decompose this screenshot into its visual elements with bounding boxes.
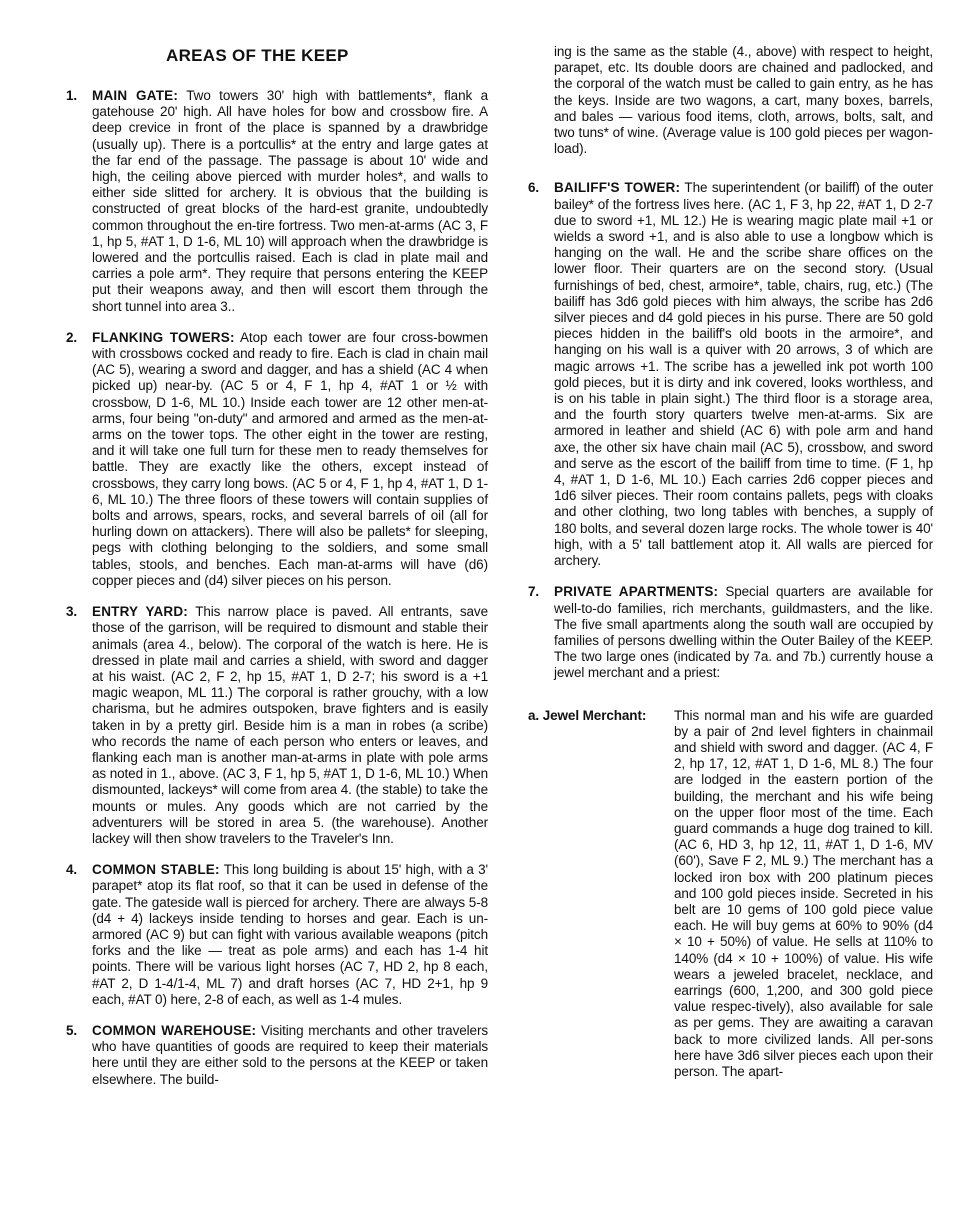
subitem-jewel-merchant	[528, 708, 933, 1081]
area-heading: FLANKING TOWERS:	[92, 329, 235, 345]
area-heading: MAIN GATE:	[92, 88, 179, 103]
area-heading: ENTRY YARD:	[92, 604, 189, 620]
left-column	[66, 0, 488, 1103]
subitem-text: This normal man and his wife are guarded by a pair of 2nd level fighters in chainmail and shield with sword and dagger. (AC 4, F 2, hp 17, 12, #AT 1, D 1-6, ML 8.) The four are lodged in the eastern portion of the building, the merchant and his wife being on the upper floor most of the time. Each guard commands a huge dog trained to kill. (AC 6, HD 3, hp 12, 11, #AT 1, D 1-6, MV (60'), Save F 2, ML 9.) The merchant has a locked iron box with 200 platinum pieces and 100 gold pieces inside. Secreted in his belt are 10 gems of 100 gold piece value each. He will buy gems at 60% to 90% (d4 × 10 + 50%) of value. He sells at 110% to 140% (d4 × 10 + 100%) of value. His wife wears a jeweled bracelet, necklace, and earrings (600, 1,200, and 300 gold piece value respec-tively), also available for sale as per gems. They are awaiting a caravan back to more civilized lands. All per-sons here have 3d6 silver pieces each upon their person. The apart-	[674, 707, 933, 1079]
area-heading: PRIVATE APARTMENTS:	[554, 584, 719, 600]
area-text: Visiting merchants and other travelers who have quantities of goods are required to keep their materials here until they are either sold to the persons at the KEEP or taken elsewhere. The build-	[92, 1022, 488, 1087]
area-number: 4.	[66, 862, 78, 878]
right-column	[528, 0, 933, 1080]
area-text: This long building is about 15' high, with a 3' parapet* atop its flat roof, so that it can be used in defense of the gate. The gateside wall is pierced for archery. There are always 5-8 (d4 + 4) lackeys inside tending to horses and gear. Each is un-armored (AC 9) but can fight with various available weapons (pitch forks and the like — treat as pole arms) and each has 1-4 hit points. There will be various light horses (AC 7, HD 2, hp 8 each, #AT 2, D 1-4/1-4, ML 7) and draft horses (AC 7, HD 2+1, hp 9 each, #AT 0) here, 2-8 of each, as well as 1-4 mules.	[92, 862, 488, 1007]
area-item-main-gate	[66, 88, 488, 315]
area-text: Atop each tower are four cross-bowmen with crossbows cocked and ready to fire. Each is clad in chain mail (AC 5), wearing a sword and dagger, and has a shield (AC 4 when picked up) near-by. (AC 5 or 4, F 1, hp 4, #AT 1 or ½ with crossbow, D 1-6, ML 10.) Inside each tower are 12 other men-at-arms, four being "on-duty" and armored and armed as the men-at-arms on the tower tops. The other eight in the tower are resting, and it will take one full turn for these men to ready themselves for battle. They are exactly like the others, except instead of crossbows, they carry long bows. (AC 5 or 4, F 1, hp 4, #AT 1, D 1-6, ML 10.) The three floors of these towers will contain supplies of bolts and arrows, spears, rocks, and several barrels of oil (all for hurling down on attackers). There will also be pallets* for sleeping, pegs with clothing belonging to the soldiers, and some small tables, stools, and benches. Each man-at-arms will have (d6) copper pieces and (d4) silver pieces on his person.	[92, 329, 488, 588]
area-text: Two towers 30' high with battlements*, flank a gatehouse 20' high. All have holes for bow and crossbow fire. A deep crevice in front of the place is spanned by a drawbridge (usually up). There is a portcullis* at the entry and large gates at the far end of the passage. The passage is about 10' wide and high, the ceiling above pierced with murder holes*, and walls to either side slitted for archery. It is obvious that the building is constructed of great blocks of the hard-est granite, undoubtedly common throughout the en-tire fortress. Two men-at-arms (AC 3, F 1, hp 5, #AT 1, D 1-6, ML 10) will approach when the drawbridge is lowered and the portcullis raised. Each is clad in plate mail and carries a pole arm*. They require that persons entering the KEEP put their weapons away, and then will escort them through the short tunnel into area 3..	[92, 88, 488, 314]
area-text: This narrow place is paved. All entrants, save those of the garrison, will be required to dismount and stable their animals (area 4., below). The corporal of the watch is here. He is dressed in plate mail and carries a shield, with sword and dagger at his waist. (AC 2, F 2, hp 15, #AT 1, D 2-7; his sword is a +1 magic weapon, ML 11.) The corporal is rather grouchy, with a low charisma, but he admires outspoken, brave fighters and is easily taken in by a pretty girl. Beside him is a man in robes (a scribe) who records the name of each person who enters or leaves, and flanking each man is another man-at-arms in plate with pole arms as noted in 1., above. (AC 3, F 1, hp 5, #AT 1, D 1-6, ML 10.) When dismounted, lackeys* will come from area 4. (the stable) to take the mounts or mules. Any goods which are not carried by the adventurers will be stored in area 5. (the warehouse). Another lackey will then show travelers to the Traveler's Inn.	[92, 604, 489, 846]
warehouse-continuation-text: ing is the same as the stable (4., above) with respect to height, parapet, etc. Its double doors are chained and padlocked, and the corporal of the watch must be called to gain entry, as he has the keys. Inside are two wagons, a cart, many boxes, barrels, and bales — various food items, cloth, arrows, bolts, salt, and two tuns* of wine. (Average value is 100 gold pieces per wagon-load).	[554, 44, 933, 157]
area-number: 5.	[66, 1022, 78, 1038]
area-number: 2.	[66, 329, 78, 345]
subitem-label: a. Jewel Merchant:	[528, 707, 647, 723]
area-item-common-stable	[66, 862, 488, 1008]
area-number: 7.	[528, 584, 540, 600]
area-number: 3.	[66, 604, 78, 620]
area-item-private-apartments	[528, 584, 933, 681]
area-text: The superintendent (or bailiff) of the outer bailey* of the fortress lives here. (AC 1, F 3, hp 22, #AT 1, D 2-7 due to sword +1, ML 12.) He is wearing magic plate mail +1 or wields a sword +1, and is also able to use a longbow which is hanging on the wall. He and the scribe share offices on the lower floor. Their quarters are on the second story. (Usual furnishings of bed, chest, armoire*, table, chairs, rug, etc.) (The bailiff has 3d6 gold pieces with him always, the scribe has 2d6 silver pieces and d4 gold pieces in his purse. There are 50 gold pieces hidden in the bailiff's old boots in the armoire*, and hanging on his wall is a quiver with 20 arrows, 3 of which are magic arrows +1. The scribe has a jewelled ink pot worth 100 gold pieces, but it is dirty and ink covered, looks worthless, and is on his table in plain sight.) The third floor is a storage area, and the fourth story quarters twelve men-at-arms. Six are armored in leather and shield (AC 6) with pole arm and hand axe, the other six have chain mail (AC 5), crossbow, and sword and serve as the escort of the bailiff from time to time. (F 1, hp 4, #AT 1, D 1-6, ML 10.) Each carries 2d6 copper pieces and 1d6 silver pieces. Their room contains pallets, pegs with cloaks and other clothing, two long tables with benches, a supply of 180 bolts, and several dozen large rocks. The whole tower is 40' high, with a 5' tall battlement atop it. All walls are pierced for archery.	[554, 180, 933, 569]
area-number: 6.	[528, 180, 540, 196]
area-text: Special quarters are available for well-to-do families, rich merchants, guildmasters, and the like. The five small apartments along the south wall are occupied by families of persons dwelling within the Outer Bailey of the KEEP. The two large ones (indicated by 7a. and 7b.) currently house a jewel merchant and a priest:	[554, 584, 934, 681]
area-heading: BAILIFF'S TOWER:	[554, 180, 681, 196]
area-item-bailiffs-tower	[528, 180, 933, 569]
area-number: 1.	[66, 88, 78, 103]
area-heading: COMMON WAREHOUSE:	[92, 1022, 257, 1038]
area-item-entry-yard	[66, 604, 488, 847]
area-item-flanking-towers	[66, 330, 488, 589]
page-title: AREAS OF THE KEEP	[166, 46, 349, 65]
area-item-common-warehouse	[66, 1023, 488, 1088]
area-heading: COMMON STABLE:	[92, 862, 220, 878]
